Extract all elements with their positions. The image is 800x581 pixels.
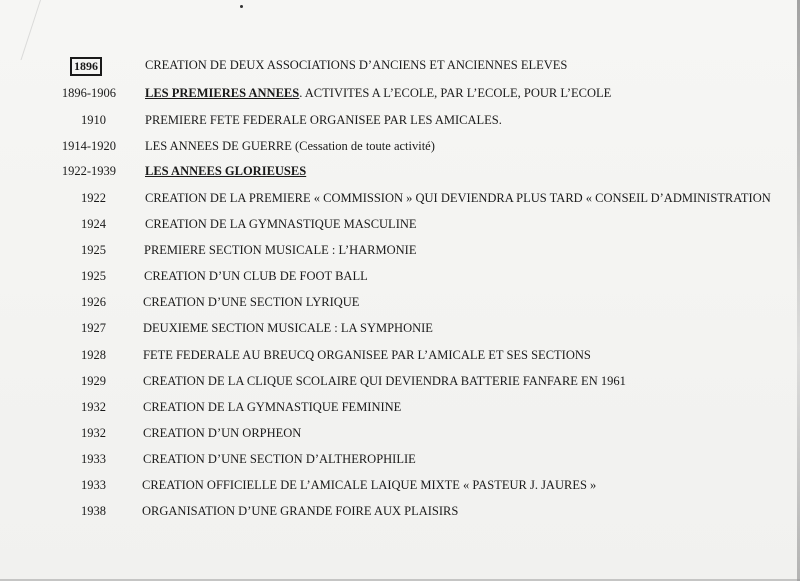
timeline-text (145, 83, 611, 103)
timeline-text (143, 345, 591, 365)
timeline-date: 1938 (81, 504, 106, 518)
timeline-row (0, 161, 800, 181)
scan-fold-mark (0, 0, 41, 60)
timeline-text (145, 110, 502, 130)
timeline-row (0, 501, 800, 521)
timeline-date: 1926 (81, 295, 106, 309)
timeline-text (143, 318, 433, 338)
timeline-description: CREATION DE DEUX ASSOCIATIONS D’ANCIENS ET ANCIENNES ELEVES (145, 58, 568, 72)
timeline-description: . ACTIVITES A L’ECOLE, PAR L’ECOLE, POUR L’ECOLE (299, 86, 612, 100)
timeline-row (0, 55, 800, 75)
timeline-row (0, 475, 800, 495)
timeline-row (0, 266, 800, 286)
timeline-heading: LES ANNEES GLORIEUSES (145, 164, 307, 178)
timeline-row (0, 397, 800, 417)
timeline-description: DEUXIEME SECTION MUSICALE : LA SYMPHONIE (143, 321, 433, 335)
timeline-date: 1933 (81, 478, 106, 492)
timeline-date: 1929 (81, 374, 106, 388)
timeline-description: CREATION DE LA CLIQUE SCOLAIRE QUI DEVIENDRA BATTERIE FANFARE EN 1961 (143, 374, 626, 388)
timeline-description: FETE FEDERALE AU BREUCQ ORGANISEE PAR L’AMICALE ET SES SECTIONS (143, 348, 591, 362)
timeline-row (0, 136, 800, 156)
timeline-text (143, 292, 359, 312)
timeline-row (0, 318, 800, 338)
scan-speck (240, 5, 243, 8)
timeline-date: 1932 (81, 426, 106, 440)
timeline-date: 1932 (81, 400, 106, 414)
timeline-description: CREATION DE LA GYMNASTIQUE FEMININE (143, 400, 402, 414)
timeline-text (143, 371, 626, 391)
timeline-row (0, 449, 800, 469)
timeline-date: 1924 (81, 217, 106, 231)
timeline-row (0, 371, 800, 391)
timeline-date: 1928 (81, 348, 106, 362)
timeline-description: PREMIERE FETE FEDERALE ORGANISEE PAR LES AMICALES. (145, 113, 502, 127)
timeline-date: 1925 (81, 269, 106, 283)
timeline-date: 1933 (81, 452, 106, 466)
timeline-description: CREATION D’UN ORPHEON (143, 426, 302, 440)
timeline-row (0, 292, 800, 312)
timeline-row (0, 240, 800, 260)
timeline-description: PREMIERE SECTION MUSICALE : L’HARMONIE (144, 243, 417, 257)
timeline-row (0, 188, 800, 208)
timeline-description: CREATION DE LA PREMIERE « COMMISSION » QUI DEVIENDRA PLUS TARD « CONSEIL D’ADMINISTRATION (145, 191, 771, 205)
timeline-date: 1927 (81, 321, 106, 335)
timeline-text (143, 423, 301, 443)
timeline-row (0, 423, 800, 443)
timeline-text (145, 55, 567, 75)
timeline-text (144, 266, 368, 286)
timeline-heading: LES PREMIERES ANNEES (145, 86, 300, 100)
timeline-date: 1910 (81, 113, 106, 127)
timeline-text (144, 240, 416, 260)
timeline-description: CREATION DE LA GYMNASTIQUE MASCULINE (145, 217, 417, 231)
timeline-text (143, 449, 416, 469)
timeline-text (145, 161, 306, 181)
timeline-date-highlighted: 1896 (70, 57, 102, 76)
timeline-date: 1896-1906 (61, 86, 116, 100)
timeline-description: ORGANISATION D’UNE GRANDE FOIRE AUX PLAISIRS (142, 504, 459, 518)
timeline-date: 1922 (81, 191, 106, 205)
timeline-text (142, 501, 458, 521)
timeline-text (145, 188, 771, 208)
timeline-row (0, 110, 800, 130)
timeline-description: LES ANNEES DE GUERRE (Cessation de toute activité) (145, 139, 435, 153)
timeline-date: 1925 (81, 243, 106, 257)
timeline-row (0, 83, 800, 103)
timeline-description: CREATION OFFICIELLE DE L’AMICALE LAIQUE MIXTE « PASTEUR J. JAURES » (142, 478, 597, 492)
timeline-description: CREATION D’UNE SECTION LYRIQUE (143, 295, 360, 309)
timeline-description: CREATION D’UNE SECTION D’ALTHEROPHILIE (143, 452, 416, 466)
timeline-text (145, 214, 417, 234)
timeline-date: 1914-1920 (61, 139, 116, 153)
timeline-text (142, 475, 596, 495)
timeline-text (145, 136, 435, 156)
timeline-row (0, 214, 800, 234)
timeline-description: CREATION D’UN CLUB DE FOOT BALL (144, 269, 368, 283)
timeline-text (143, 397, 401, 417)
timeline-date: 1922-1939 (61, 164, 116, 178)
timeline-row (0, 345, 800, 365)
